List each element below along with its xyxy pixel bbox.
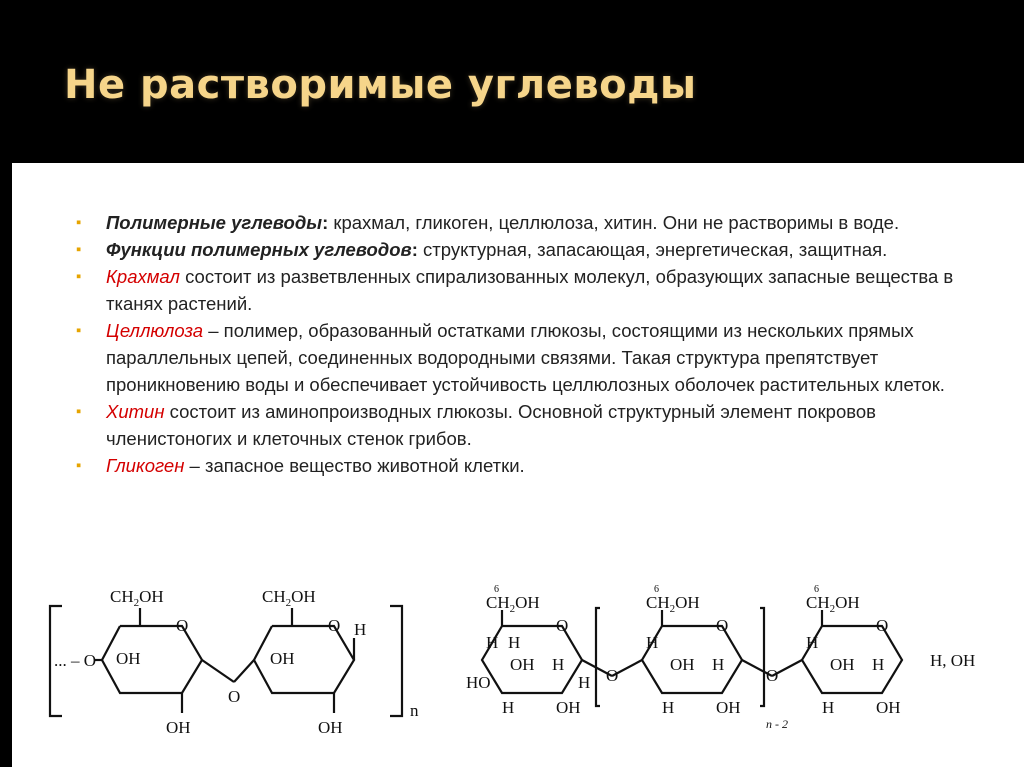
right-oh-2: OH [670,655,695,674]
right-h-1d: H [578,673,591,692]
right-ch2oh-2: $CH_2OH$ [646,593,700,615]
right-bridge-o-1: O [606,666,619,685]
bullet-list [76,209,956,479]
right-bridge-o-2: O [766,666,779,685]
bullet-item [76,398,956,452]
right-c6-3: 6 [814,584,819,595]
bullet-text: состоит из разветвленных спирализованных молекул, образующих запасные вещества в тканях растений. [106,266,954,314]
formula-left [50,606,402,716]
right-oh-1b: OH [556,698,581,717]
bullet-marker-icon: ▪ [76,268,82,285]
left-oh-1: OH [116,649,141,668]
right-h-3c: H [872,655,885,674]
bullet-item [76,452,956,479]
left-oh-bottom-1: OH [166,718,191,737]
right-end-group: H, OH [930,651,976,670]
right-h-2e: H [662,698,675,717]
right-oh-2b: OH [716,698,741,717]
right-ring-o-2: O [716,616,729,635]
chemical-structures [12,578,1024,767]
right-ch2oh-3: $CH_2OH$ [806,593,860,615]
bullet-item [76,209,956,236]
bullet-marker-icon: ▪ [76,457,82,474]
right-ho: HO [466,673,491,692]
bullet-item [76,263,956,317]
right-oh-1: OH [510,655,535,674]
bullet-text: – полимер, образованный остатками глюкозы, состоящими из нескольких прямых параллельных цепей, соединенных водородными связями. Такая структура препятствует проникновению воды и обеспечивает устойчивость целлюлозных оболочек растительных клеток. [106,320,945,395]
left-ring-o-1: O [176,616,189,635]
bullet-term: Крахмал [106,266,180,287]
slide-header [0,0,1024,163]
left-close-bracket [390,606,402,716]
right-h-1e: H [502,698,515,717]
right-ring-o-3: O [876,616,889,635]
formula-left-labels [54,587,419,737]
left-ch2oh-2: $CH_2OH$ [262,587,316,609]
right-c6-2: 6 [654,584,659,595]
bullet-sep: : [322,212,329,233]
left-ring-2 [254,626,354,693]
bullet-term: Полимерные углеводы [106,212,323,233]
right-h-3a: H [806,633,819,652]
left-h: H [354,620,367,639]
right-close-bracket [760,608,764,706]
slide-content [12,163,1024,767]
bullet-term: Гликоген [106,455,185,476]
formula-right-labels [466,584,975,731]
right-h-1c: H [552,655,565,674]
slide-title: Не растворимые углеводы [64,62,697,108]
bullet-term: Хитин [106,401,165,422]
right-ch2oh-1: $CH_2OH$ [486,593,540,615]
bullet-marker-icon: ▪ [76,214,82,231]
bullet-sep: : [411,239,418,260]
bullet-text: – запасное вещество животной клетки. [184,455,525,476]
bullet-marker-icon: ▪ [76,403,82,420]
left-chain-start: ... – O [54,651,97,670]
right-open-bracket [596,608,600,706]
left-bridge-o: O [228,687,241,706]
right-h-2a: H [646,633,659,652]
left-subscript-n: n [410,701,419,720]
bullet-text: состоит из аминопроизводных глюкозы. Основной структурный элемент покровов членистоногих и клеточных стенок грибов. [106,401,876,449]
left-ring-o-2: O [328,616,341,635]
right-h-1a: H [486,633,499,652]
right-oh-3b: OH [876,698,901,717]
bullet-marker-icon: ▪ [76,241,82,258]
left-ch2oh-1: $CH_2OH$ [110,587,164,609]
left-oh-2: OH [270,649,295,668]
right-h-1b: H [508,633,521,652]
left-oh-bottom-2: OH [318,718,343,737]
right-oh-3: OH [830,655,855,674]
right-h-2c: H [712,655,725,674]
right-h-3e: H [822,698,835,717]
right-subscript-n-2: n - 2 [766,717,788,731]
bullet-item [76,317,956,398]
bullet-text: структурная, запасающая, энергетическая, защитная. [417,239,888,260]
bullet-text: крахмал, гликоген, целлюлоза, хитин. Они не растворимы в воде. [328,212,900,233]
bullet-term: Целлюлоза [106,320,204,341]
bullet-marker-icon: ▪ [76,322,82,339]
bullet-term: Функции полимерных углеводов [106,239,412,260]
right-ring-o-1: O [556,616,569,635]
right-c6-1: 6 [494,584,499,595]
bullet-item [76,236,956,263]
